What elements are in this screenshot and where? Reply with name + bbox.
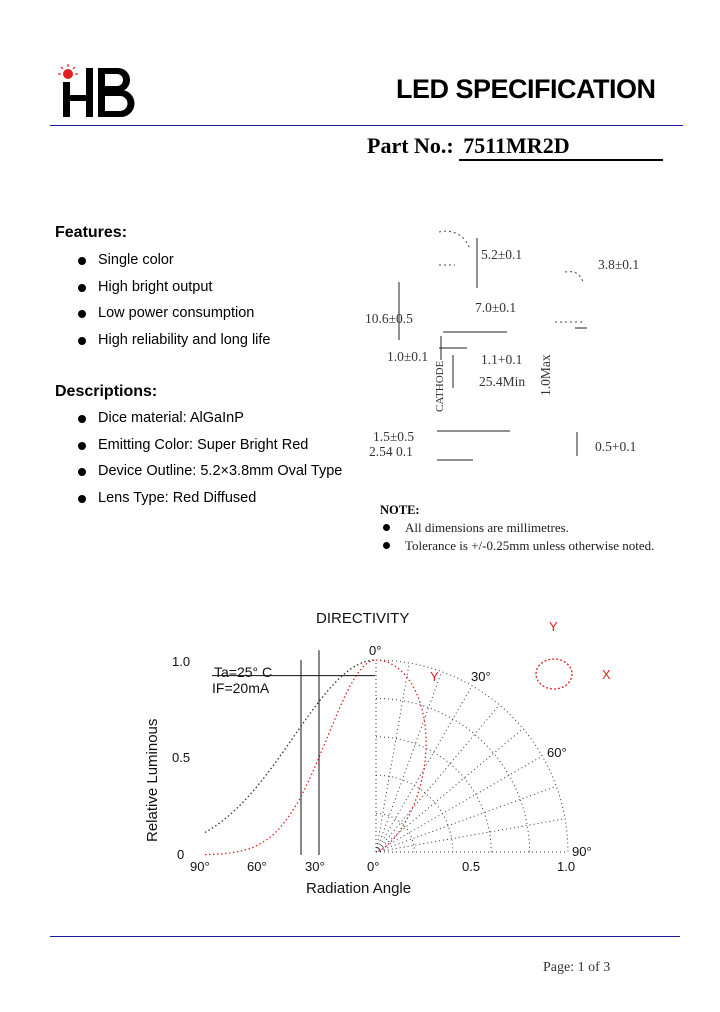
polar-grid-arc xyxy=(376,775,453,852)
dim-total-height: 10.6±0.5 xyxy=(365,311,413,326)
polar-grid-arc xyxy=(376,814,414,852)
y-axis-label: Relative Luminous xyxy=(144,718,161,842)
header-rule xyxy=(50,125,683,126)
polar-grid-spoke xyxy=(376,786,556,852)
x-tick-label: 60° xyxy=(247,859,267,874)
list-item: Single color xyxy=(78,252,271,279)
polar-grid-spoke xyxy=(376,672,442,852)
polar-label: 90° xyxy=(572,844,592,859)
dim-flange-width: 1.1+0.1 xyxy=(481,352,523,367)
chart-title: DIRECTIVITY xyxy=(316,610,410,627)
oval-outline-icon xyxy=(536,659,572,689)
company-logo xyxy=(52,62,142,122)
dimension-drawing xyxy=(355,210,695,470)
dim-cathode: CATHODE xyxy=(434,360,446,412)
x-tick-label: 1.0 xyxy=(557,859,576,874)
descriptions-heading: Descriptions: xyxy=(55,383,158,400)
logo-red-dot xyxy=(63,69,73,79)
logo-text: HB xyxy=(52,62,54,63)
y-tick-label: 1.0 xyxy=(172,654,191,669)
x-axis-label: Radiation Angle xyxy=(306,880,412,897)
polar-axis-y-label: Y xyxy=(430,669,439,684)
part-number-label: Part No.: xyxy=(367,133,454,158)
list-item: Dice material: AlGaInP xyxy=(78,410,342,437)
polar-label: 60° xyxy=(547,745,567,760)
polar-label: 0° xyxy=(369,643,382,658)
dim-max: 1.0Max xyxy=(538,354,553,396)
document-title: LED SPECIFICATION xyxy=(396,74,656,104)
part-number-line xyxy=(367,133,663,161)
dim-lead-width: 0.5+0.1 xyxy=(595,439,637,454)
x-tick-label: 0.5 xyxy=(462,859,481,874)
list-item: Device Outline: 5.2×3.8mm Oval Type xyxy=(78,463,342,490)
polar-label: 30° xyxy=(471,669,491,684)
features-list xyxy=(78,252,271,358)
dim-lead-length: 25.4Min xyxy=(479,374,526,389)
note-title: NOTE: xyxy=(380,503,420,517)
dim-flange: 1.0±0.1 xyxy=(387,349,429,364)
x-tick-label: 90° xyxy=(190,859,210,874)
footer-rule xyxy=(50,936,680,937)
dim-body-height: 7.0±0.1 xyxy=(475,300,517,315)
part-number-value: 7511MR2D xyxy=(459,133,663,161)
notes-list xyxy=(383,520,654,555)
dim-lead-offset: 1.5±0.5 xyxy=(373,429,415,444)
directivity-chart xyxy=(140,600,620,905)
x-tick-label: 0° xyxy=(367,859,380,874)
list-item: All dimensions are millimetres. xyxy=(383,520,654,538)
legend-axis-y-label: Y xyxy=(549,619,558,634)
list-item: High reliability and long life xyxy=(78,332,271,359)
dim-lens-width: 5.2±0.1 xyxy=(481,247,523,262)
list-item: Low power consumption xyxy=(78,305,271,332)
polar-grid-spoke xyxy=(376,705,499,852)
y-tick-label: 0.5 xyxy=(172,750,191,765)
polar-grid-spoke xyxy=(376,729,523,852)
polar-grid-arc xyxy=(376,737,491,852)
page-number: Page: 1 of 3 xyxy=(543,960,611,975)
list-item: Lens Type: Red Diffused xyxy=(78,490,342,517)
descriptions-list xyxy=(78,410,342,516)
features-heading: Features: xyxy=(55,224,128,241)
list-item: Emitting Color: Super Bright Red xyxy=(78,437,342,464)
list-item: Tolerance is +/-0.25mm unless otherwise noted. xyxy=(383,538,654,556)
polar-pattern-y xyxy=(376,660,426,852)
condition-temperature: Ta=25° C xyxy=(214,664,273,680)
dim-lens-depth: 3.8±0.1 xyxy=(598,257,640,272)
dim-lead-pitch: 2.54 0.1 xyxy=(369,444,413,459)
x-tick-label: 30° xyxy=(305,859,325,874)
legend-axis-x-label: X xyxy=(602,667,611,682)
y-tick-label: 0 xyxy=(177,847,185,862)
list-item: High bright output xyxy=(78,279,271,306)
condition-current: IF=20mA xyxy=(212,680,270,696)
polar-grid-arc xyxy=(376,660,568,852)
